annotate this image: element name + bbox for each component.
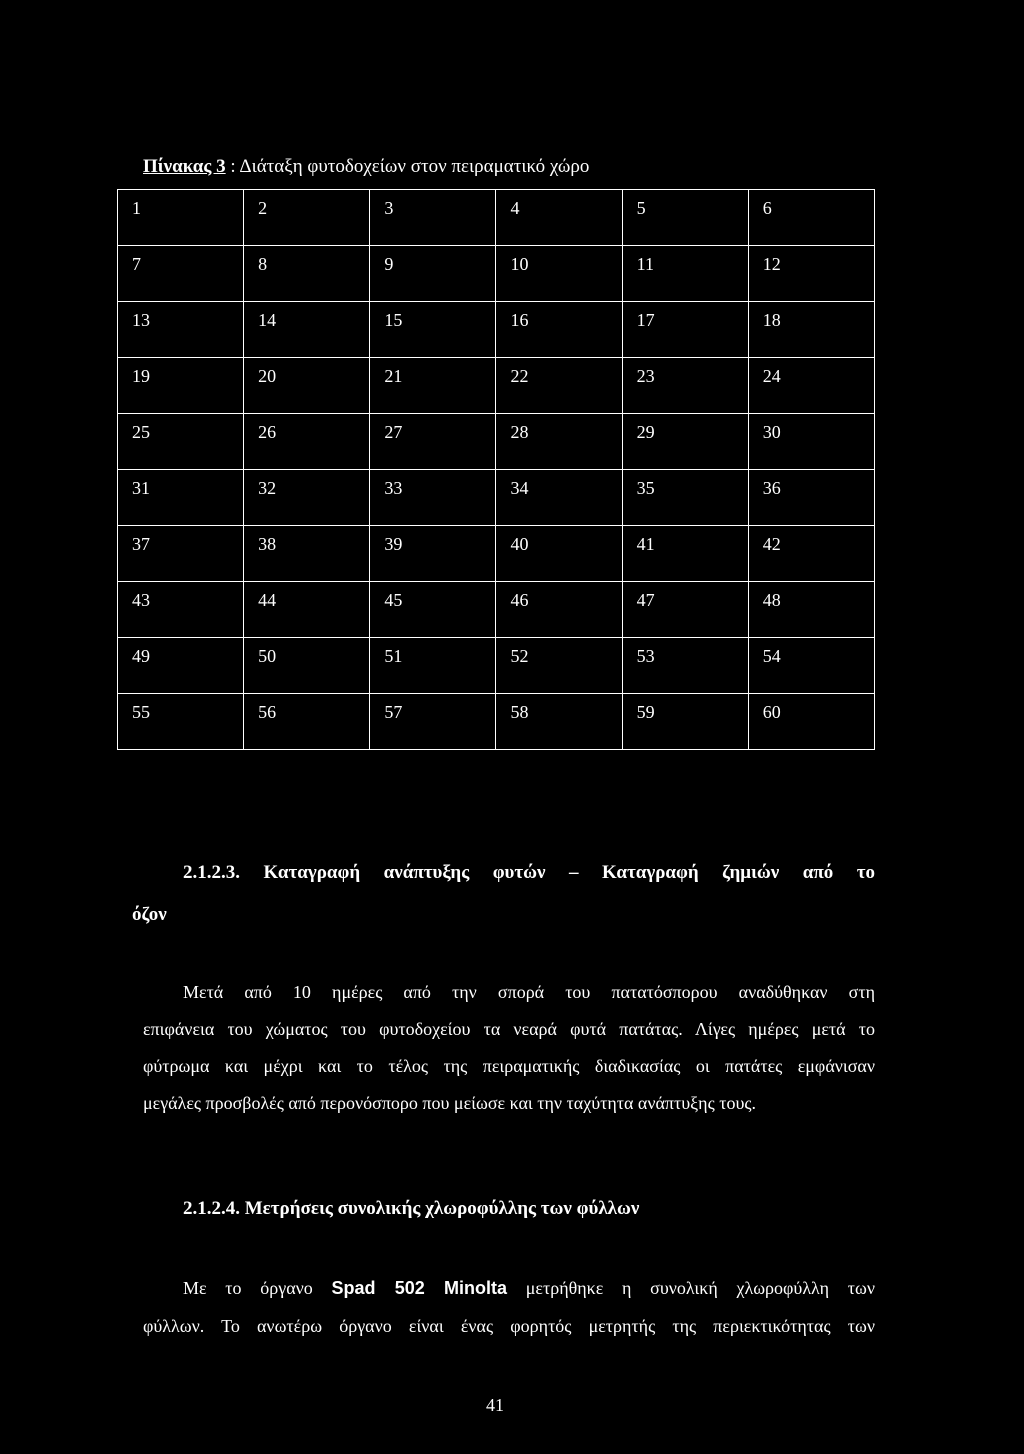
table-cell: 21 bbox=[370, 358, 496, 414]
table-cell: 58 bbox=[496, 694, 622, 750]
table-cell: 45 bbox=[370, 582, 496, 638]
table-row bbox=[118, 302, 875, 358]
table-cell: 3 bbox=[370, 190, 496, 246]
table-cell: 38 bbox=[244, 526, 370, 582]
table-cell: 28 bbox=[496, 414, 622, 470]
table-cell: 49 bbox=[118, 638, 244, 694]
table-cell: 14 bbox=[244, 302, 370, 358]
table-cell: 42 bbox=[748, 526, 874, 582]
table-caption-text: : Διάταξη φυτοδοχείων στον πειραματικό χώρο bbox=[225, 156, 590, 177]
table-cell: 15 bbox=[370, 302, 496, 358]
table-row bbox=[118, 414, 875, 470]
table-cell: 29 bbox=[622, 414, 748, 470]
paragraph-line: Μετά από 10 ημέρες από την σπορά του πατατόσπορου αναδύθηκαν στη bbox=[183, 982, 875, 1002]
table-cell: 23 bbox=[622, 358, 748, 414]
paragraph-text: Με το όργανο bbox=[183, 1278, 332, 1298]
table-cell: 16 bbox=[496, 302, 622, 358]
paragraph-chlorophyll bbox=[143, 1276, 875, 1352]
paragraph-line: επιφάνεια του χώματος του φυτοδοχείου τα νεαρά φυτά πατάτας. Λίγες ημέρες μετά το bbox=[143, 1019, 875, 1039]
table-row bbox=[118, 526, 875, 582]
table-cell: 11 bbox=[622, 246, 748, 302]
table-cell: 13 bbox=[118, 302, 244, 358]
table-cell: 46 bbox=[496, 582, 622, 638]
table-row bbox=[118, 470, 875, 526]
table-cell: 50 bbox=[244, 638, 370, 694]
table-cell: 26 bbox=[244, 414, 370, 470]
table-cell: 57 bbox=[370, 694, 496, 750]
table-row bbox=[118, 246, 875, 302]
paragraph-plant-growth bbox=[143, 980, 875, 1128]
table-cell: 40 bbox=[496, 526, 622, 582]
table-cell: 41 bbox=[622, 526, 748, 582]
table-cell: 5 bbox=[622, 190, 748, 246]
table-cell: 52 bbox=[496, 638, 622, 694]
paragraph-text: μετρήθηκε η συνολική χλωροφύλλη των bbox=[507, 1278, 875, 1298]
table-cell: 34 bbox=[496, 470, 622, 526]
page-number: 41 bbox=[486, 1395, 504, 1415]
table-cell: 56 bbox=[244, 694, 370, 750]
table-row bbox=[118, 638, 875, 694]
table-cell: 6 bbox=[748, 190, 874, 246]
table-row bbox=[118, 582, 875, 638]
table-cell: 37 bbox=[118, 526, 244, 582]
section-heading-2-1-2-4: 2.1.2.4. Μετρήσεις συνολικής χλωροφύλλης των φύλλων bbox=[183, 1198, 640, 1219]
table-cell: 24 bbox=[748, 358, 874, 414]
table-cell: 31 bbox=[118, 470, 244, 526]
paragraph-line bbox=[143, 1276, 875, 1314]
table-cell: 4 bbox=[496, 190, 622, 246]
paragraph-line: φύτρωμα και μέχρι και το τέλος της πειραματικής διαδικασίας οι πατάτες εμφάνισαν bbox=[143, 1056, 875, 1076]
table-row bbox=[118, 190, 875, 246]
table-cell: 9 bbox=[370, 246, 496, 302]
section-heading-line-2: όζον bbox=[132, 904, 167, 925]
table-cell: 1 bbox=[118, 190, 244, 246]
table-cell: 10 bbox=[496, 246, 622, 302]
table-cell: 53 bbox=[622, 638, 748, 694]
table-caption-label: Πίνακας 3 bbox=[143, 156, 226, 177]
table-row bbox=[118, 358, 875, 414]
table-cell: 8 bbox=[244, 246, 370, 302]
table-cell: 39 bbox=[370, 526, 496, 582]
table-cell: 19 bbox=[118, 358, 244, 414]
paragraph-line: φύλλων. Το ανωτέρω όργανο είναι ένας φορητός μετρητής της περιεκτικότητας των bbox=[143, 1316, 875, 1336]
table-cell: 30 bbox=[748, 414, 874, 470]
table-cell: 43 bbox=[118, 582, 244, 638]
table-cell: 36 bbox=[748, 470, 874, 526]
table-caption bbox=[143, 156, 589, 178]
table-cell: 47 bbox=[622, 582, 748, 638]
pot-layout-table bbox=[117, 189, 875, 750]
table-cell: 55 bbox=[118, 694, 244, 750]
table-cell: 22 bbox=[496, 358, 622, 414]
table-cell: 44 bbox=[244, 582, 370, 638]
table-cell: 48 bbox=[748, 582, 874, 638]
table-row bbox=[118, 694, 875, 750]
table-cell: 17 bbox=[622, 302, 748, 358]
section-heading-line-1: 2.1.2.3. Καταγραφή ανάπτυξης φυτών – Καταγραφή ζημιών από το bbox=[183, 862, 875, 883]
table-cell: 12 bbox=[748, 246, 874, 302]
table-cell: 59 bbox=[622, 694, 748, 750]
table-cell: 54 bbox=[748, 638, 874, 694]
table-cell: 18 bbox=[748, 302, 874, 358]
paragraph-line: μεγάλες προσβολές από περονόσπορο που μείωσε και την ταχύτητα ανάπτυξης τους. bbox=[143, 1093, 756, 1113]
table-cell: 33 bbox=[370, 470, 496, 526]
table-cell: 2 bbox=[244, 190, 370, 246]
table-cell: 32 bbox=[244, 470, 370, 526]
table-cell: 60 bbox=[748, 694, 874, 750]
instrument-name: Spad 502 Minolta bbox=[331, 1278, 508, 1298]
table-cell: 7 bbox=[118, 246, 244, 302]
pot-layout-table-body bbox=[118, 190, 875, 750]
table-cell: 25 bbox=[118, 414, 244, 470]
table-cell: 51 bbox=[370, 638, 496, 694]
table-cell: 35 bbox=[622, 470, 748, 526]
table-cell: 27 bbox=[370, 414, 496, 470]
table-cell: 20 bbox=[244, 358, 370, 414]
